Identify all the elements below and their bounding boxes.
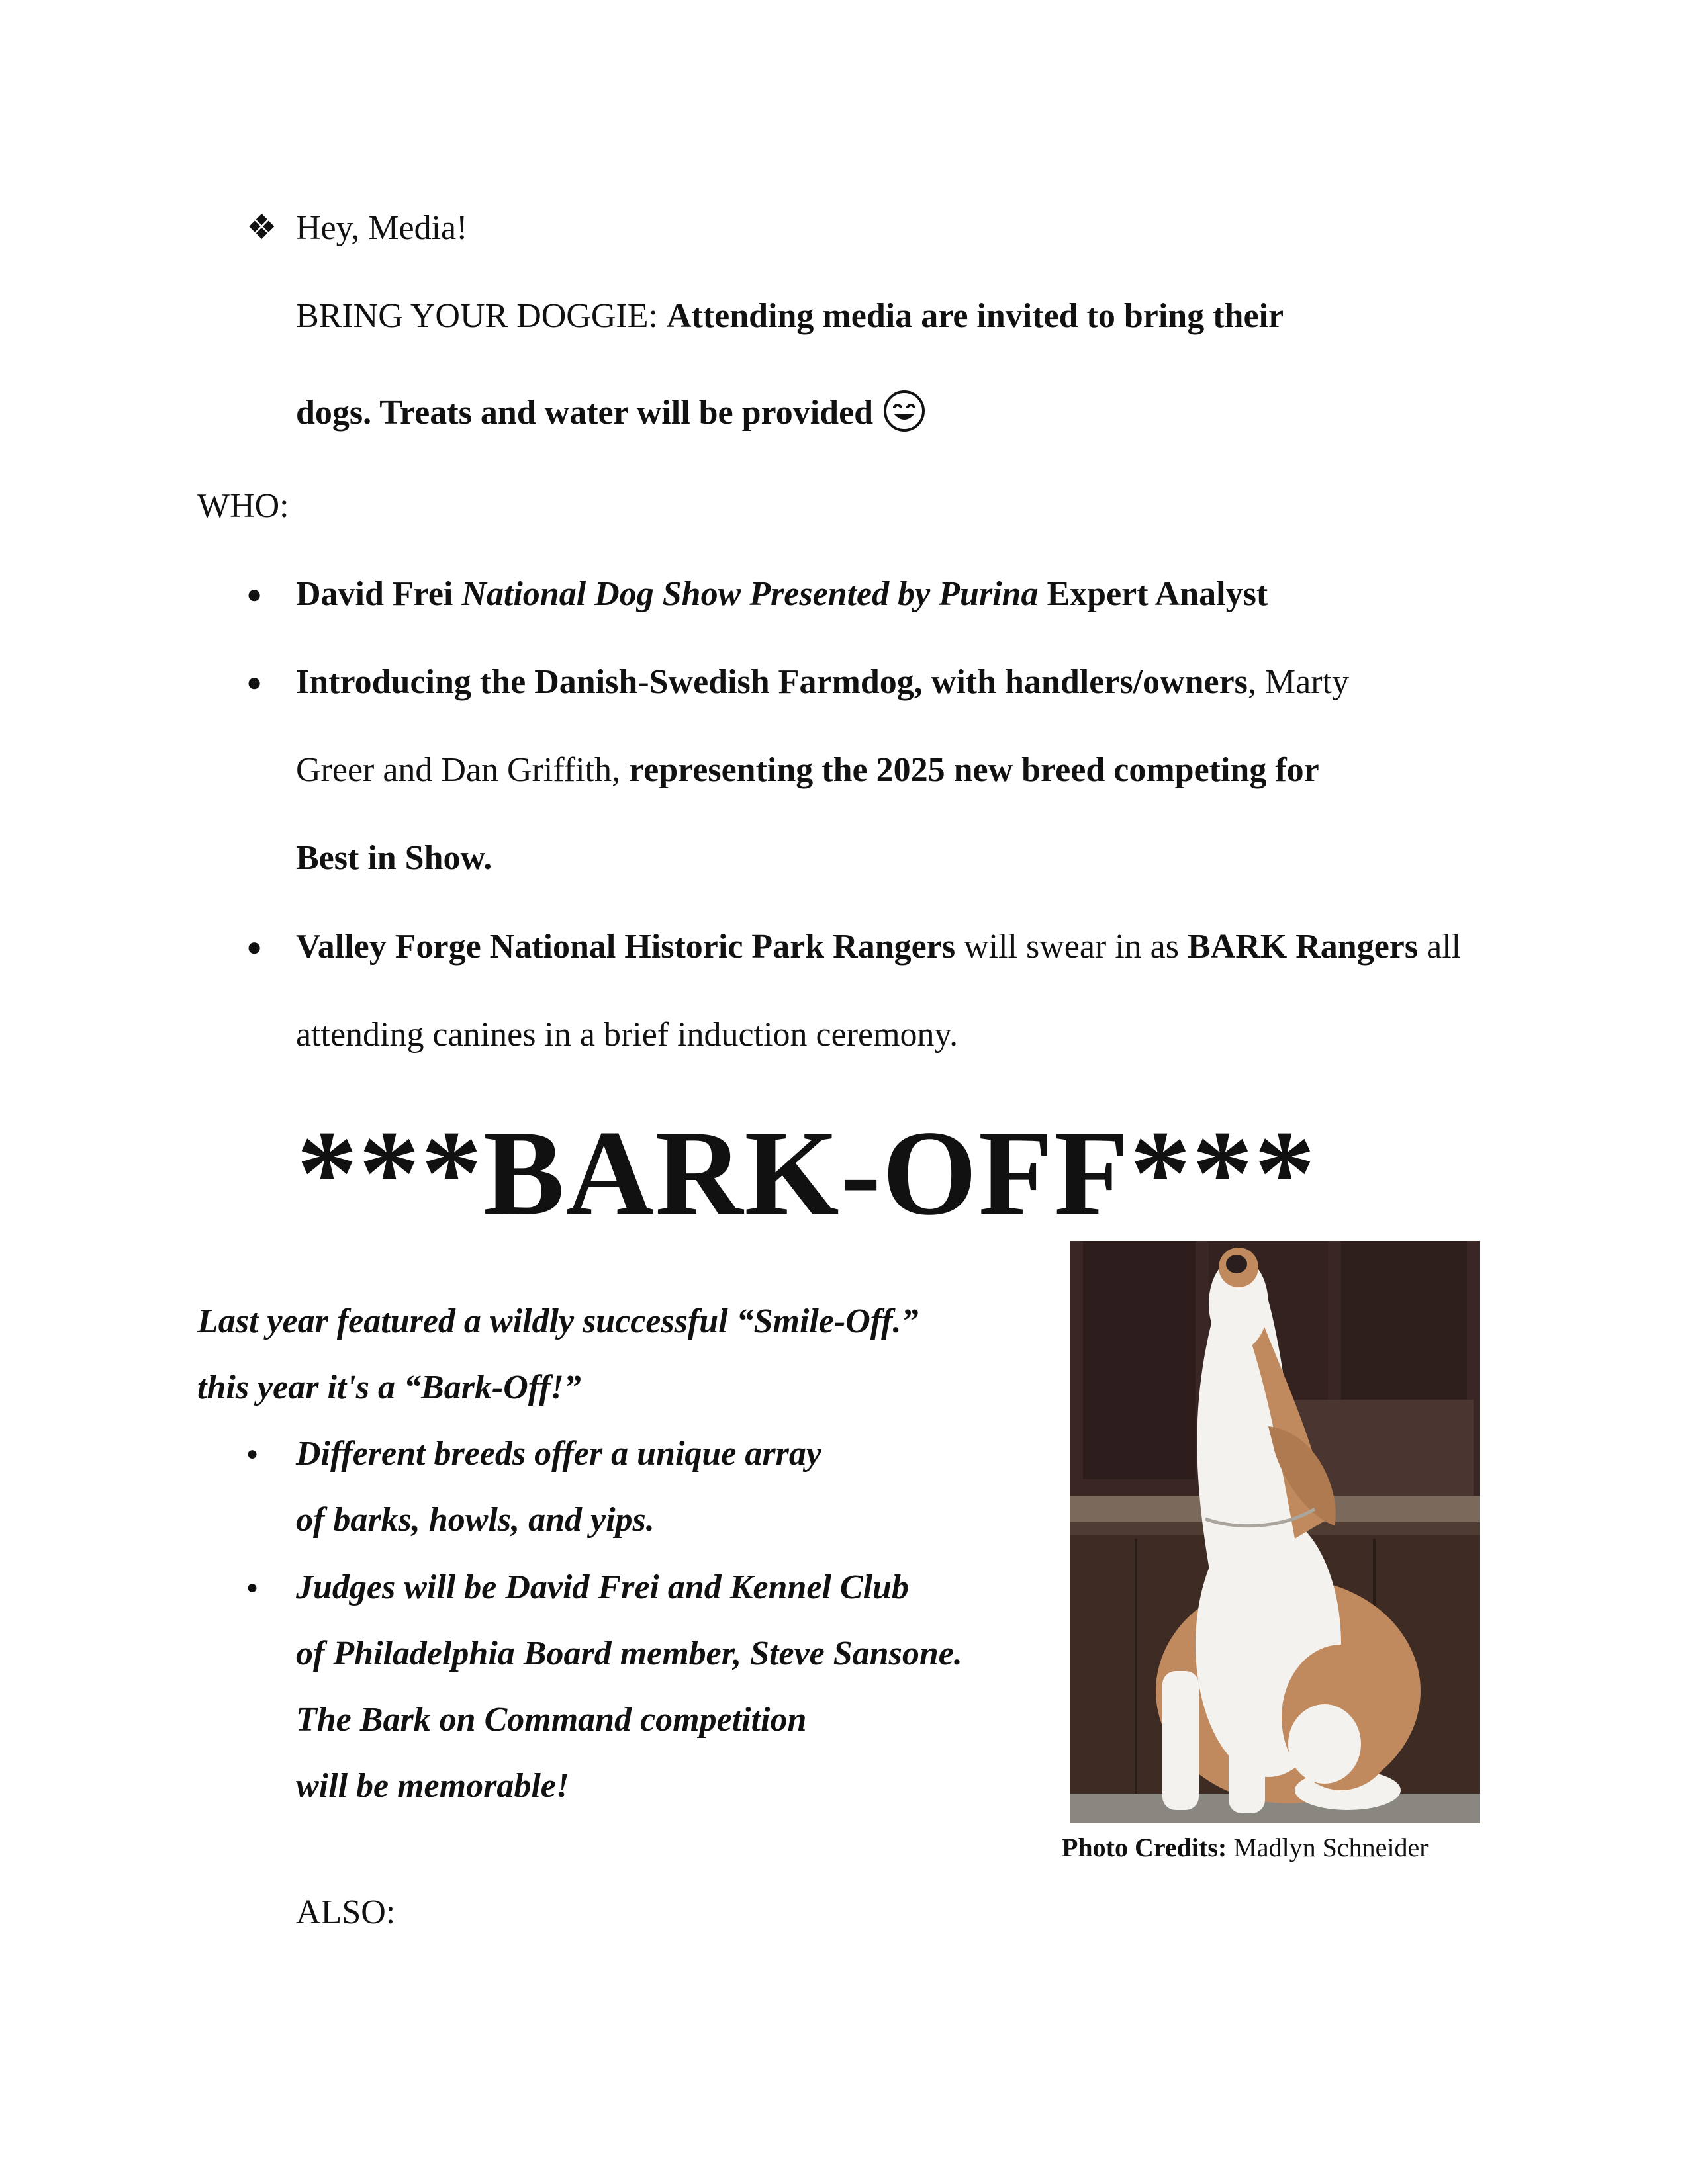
who-item-2-line-2-regular: Greer and Dan Griffith,: [296, 751, 629, 789]
intro-line-1: [296, 295, 1284, 338]
bullet-dot: ●: [246, 1576, 259, 1598]
barkoff-bullet-1-line-1: Different breeds offer a unique array: [296, 1435, 821, 1473]
bullet-dot: ●: [246, 579, 263, 609]
intro-heading: Hey, Media!: [296, 209, 468, 247]
who-item-1-a: David Frei: [296, 575, 462, 613]
who-item-1-c: Expert Analyst: [1038, 575, 1268, 613]
barkoff-bullet-2-line-1: Judges will be David Frei and Kennel Club: [296, 1569, 909, 1606]
barkoff-intro-line-2: this year it's a “Bark-Off!”: [197, 1369, 581, 1406]
who-item-1: [296, 573, 1268, 615]
barkoff-bullet-2-line-3: The Bark on Command competition: [296, 1701, 807, 1739]
who-item-2-line-3: Best in Show.: [296, 839, 492, 877]
photo-credit-label: Photo Credits:: [1062, 1833, 1227, 1862]
who-item-3-line-1: [296, 926, 1461, 968]
who-item-3-line-2: attending canines in a brief induction ceremony.: [296, 1016, 959, 1054]
who-item-2-line-2: [296, 749, 1319, 792]
who-item-3-c: BARK Rangers: [1188, 928, 1419, 966]
intro-line-1-bold: Attending media are invited to bring their: [666, 297, 1284, 335]
barkoff-headline: ***BARK-OFF***: [297, 1105, 1317, 1240]
intro-line-2: [296, 389, 926, 434]
barkoff-bullet-1-line-2: of barks, howls, and yips.: [296, 1501, 655, 1539]
who-item-2-line-1-regular: , Marty: [1247, 663, 1350, 701]
who-item-2-line-1: [296, 661, 1349, 704]
who-item-3-b: will swear in as: [955, 928, 1188, 966]
bullet-dot: ●: [246, 932, 263, 962]
smiling-face-icon: [882, 389, 926, 433]
who-item-2-line-2-bold: representing the 2025 new breed competing for: [628, 751, 1319, 789]
who-item-1-b: National Dog Show Presented by Purina: [461, 575, 1039, 613]
who-item-3-a: Valley Forge National Historic Park Rangers: [296, 928, 956, 966]
also-label: ALSO:: [296, 1893, 396, 1931]
diamond-bullet-icon: ❖: [246, 209, 277, 247]
photo-credit: [1062, 1831, 1429, 1864]
bullet-dot: ●: [246, 667, 263, 697]
who-label: WHO:: [197, 487, 289, 525]
howling-dog-illustration: [1070, 1241, 1480, 1823]
barkoff-intro-line-1: Last year featured a wildly successful “Smile-Off.”: [197, 1302, 919, 1340]
who-item-2-line-1-bold: Introducing the Danish-Swedish Farmdog, with handlers/owners: [296, 663, 1248, 701]
barkoff-bullet-2-line-2: of Philadelphia Board member, Steve Sansone.: [296, 1635, 962, 1672]
barkoff-bullet-2-line-4: will be memorable!: [296, 1767, 570, 1805]
photo-credit-name: Madlyn Schneider: [1227, 1833, 1429, 1862]
intro-line-1-prefix: BRING YOUR DOGGIE:: [296, 297, 667, 335]
intro-line-2-bold: dogs. Treats and water will be provided: [296, 394, 874, 432]
who-item-3-d: all: [1418, 928, 1462, 966]
howling-dog-photo: [1070, 1241, 1480, 1823]
bullet-dot: ●: [246, 1443, 259, 1465]
